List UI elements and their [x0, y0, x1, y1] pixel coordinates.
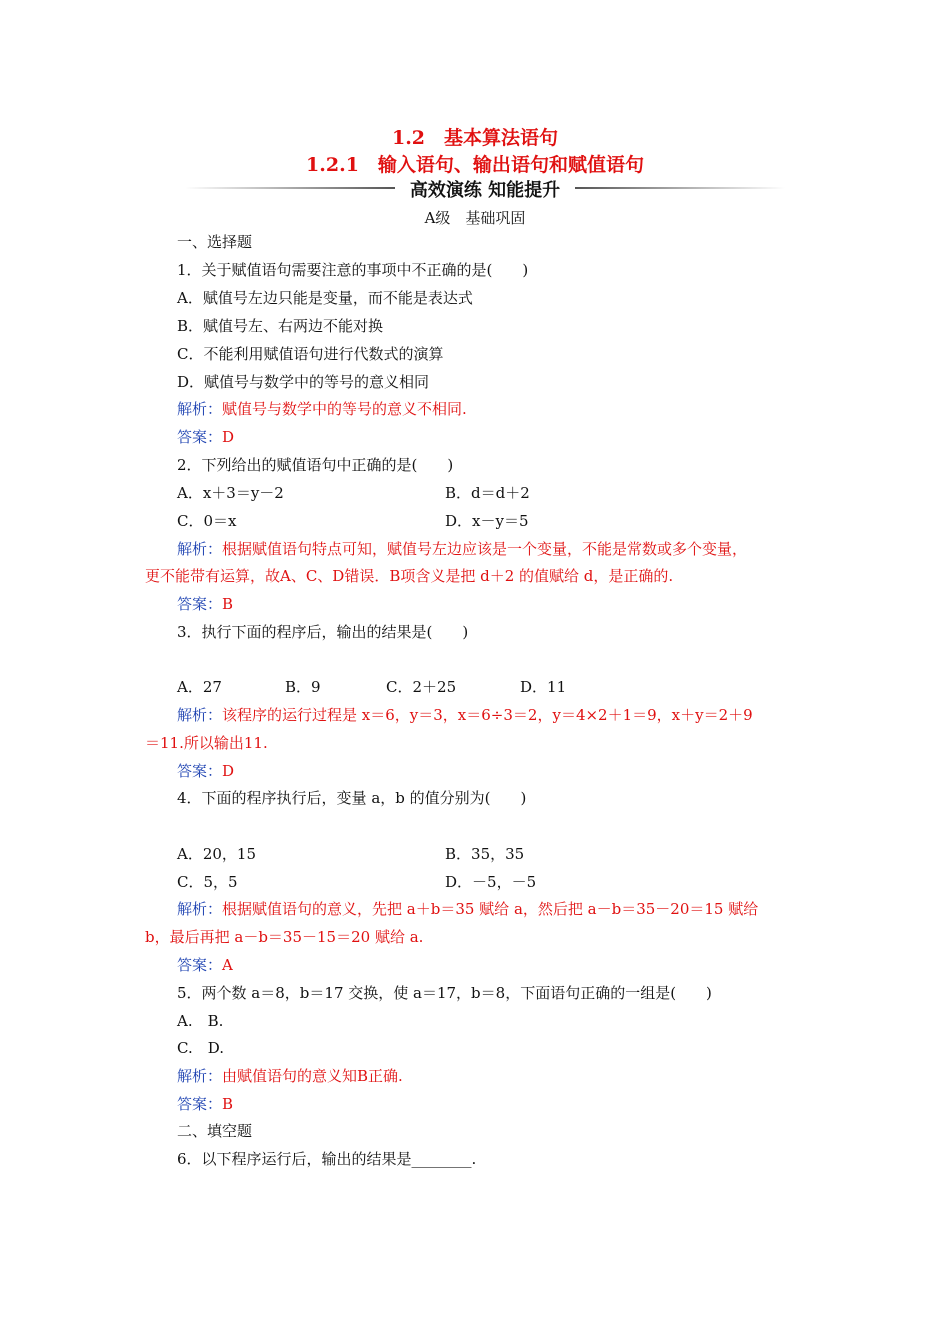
q2-analysis-text1: 根据赋值语句特点可知，赋值号左边应该是一个变量，不能是常数或多个变量， — [222, 540, 748, 558]
q5-answer-value: B — [222, 1095, 234, 1113]
banner-text: 高效演练 知能提升 — [409, 180, 561, 201]
section-choice-heading: 一、选择题 — [177, 233, 253, 251]
q1-option-c: C．不能利用赋值语句进行代数式的演算 — [177, 345, 444, 363]
q4-option-c: C．5，5 — [177, 873, 238, 891]
q1-answer-value: D — [222, 428, 235, 446]
q3-option-c: C．2＋25 — [386, 678, 457, 696]
q4-analysis-line2: b，最后再把 a－b＝35－15＝20 赋给 a. — [145, 928, 424, 946]
q3-answer-label: 答案： — [177, 762, 223, 780]
q4-option-d: D．－5，－5 — [445, 873, 537, 891]
q2-analysis-line2: 更不能带有运算，故A、C、D错误．B项含义是把 d＋2 的值赋给 d，是正确的. — [145, 567, 674, 585]
q2-option-a: A．x＋3＝y－2 — [177, 484, 284, 502]
q5-options-ab: A. B. — [177, 1012, 224, 1030]
q1-option-d: D．赋值号与数学中的等号的意义相同 — [177, 373, 430, 391]
q1-option-b: B．赋值号左、右两边不能对换 — [177, 317, 384, 335]
banner-rule-right — [575, 187, 785, 189]
q4-analysis-text1: 根据赋值语句的意义，先把 a＋b＝35 赋给 a，然后把 a－b＝35－20＝15 赋给 — [222, 900, 759, 918]
q3-analysis-line2: ＝11.所以输出11. — [145, 734, 268, 752]
q3-stem: 3．执行下面的程序后，输出的结果是( ) — [177, 623, 469, 641]
q3-option-b: B．9 — [285, 678, 321, 696]
section-banner — [185, 176, 785, 200]
q3-analysis-text1: 该程序的运行过程是 x＝6，y＝3，x＝6÷3＝2，y＝4×2＋1＝9，x＋y＝2＋9 — [222, 706, 753, 724]
q5-analysis — [177, 1066, 403, 1086]
section-fill-heading: 二、填空题 — [177, 1122, 253, 1140]
q2-analysis-line1 — [177, 539, 747, 559]
q1-analysis-label: 解析： — [177, 400, 223, 418]
q1-analysis — [177, 399, 467, 419]
q3-option-d: D．11 — [520, 678, 567, 696]
q5-analysis-label: 解析： — [177, 1067, 223, 1085]
q2-stem: 2．下列给出的赋值语句中正确的是( ) — [177, 456, 454, 474]
page-subtitle: 1.2.1 输入语句、输出语句和赋值语句 — [306, 154, 644, 176]
q1-answer-label: 答案： — [177, 428, 223, 446]
level-heading: A级 基础巩固 — [424, 209, 526, 227]
q3-answer — [177, 761, 234, 781]
q5-analysis-text: 由赋值语句的意义知B正确. — [222, 1067, 403, 1085]
q3-option-a: A．27 — [177, 678, 222, 696]
q3-answer-value: D — [222, 762, 235, 780]
q1-analysis-text: 赋值号与数学中的等号的意义不相同. — [222, 400, 467, 418]
q4-answer-value: A — [222, 956, 233, 974]
q2-answer-label: 答案： — [177, 595, 223, 613]
q2-answer-value: B — [222, 595, 234, 613]
page-title: 1.2 基本算法语句 — [391, 127, 559, 149]
q2-analysis-label: 解析： — [177, 540, 223, 558]
q2-option-d: D．x－y＝5 — [445, 512, 529, 530]
q4-analysis-label: 解析： — [177, 900, 223, 918]
q2-answer — [177, 594, 233, 614]
q5-options-cd: C. D. — [177, 1039, 224, 1057]
q3-analysis-line1 — [177, 705, 753, 725]
q2-option-c: C．0＝x — [177, 512, 237, 530]
q5-stem: 5．两个数 a＝8，b＝17 交换，使 a＝17，b＝8，下面语句正确的一组是( ) — [177, 984, 712, 1002]
q1-option-a: A．赋值号左边只能是变量，而不能是表达式 — [177, 289, 473, 307]
q1-stem: 1．关于赋值语句需要注意的事项中不正确的是( ) — [177, 261, 529, 279]
q4-option-b: B．35，35 — [445, 845, 525, 863]
q4-answer-label: 答案： — [177, 956, 223, 974]
q5-answer-label: 答案： — [177, 1095, 223, 1113]
q4-stem: 4．下面的程序执行后，变量 a，b 的值分别为( ) — [177, 789, 527, 807]
q4-analysis-line1 — [177, 899, 758, 919]
q6-stem: 6．以下程序运行后，输出的结果是________. — [177, 1150, 477, 1168]
q4-answer — [177, 955, 233, 975]
q4-option-a: A．20，15 — [177, 845, 257, 863]
q5-answer — [177, 1094, 233, 1114]
q1-answer — [177, 427, 234, 447]
q3-analysis-label: 解析： — [177, 706, 223, 724]
q2-option-b: B．d＝d＋2 — [445, 484, 530, 502]
